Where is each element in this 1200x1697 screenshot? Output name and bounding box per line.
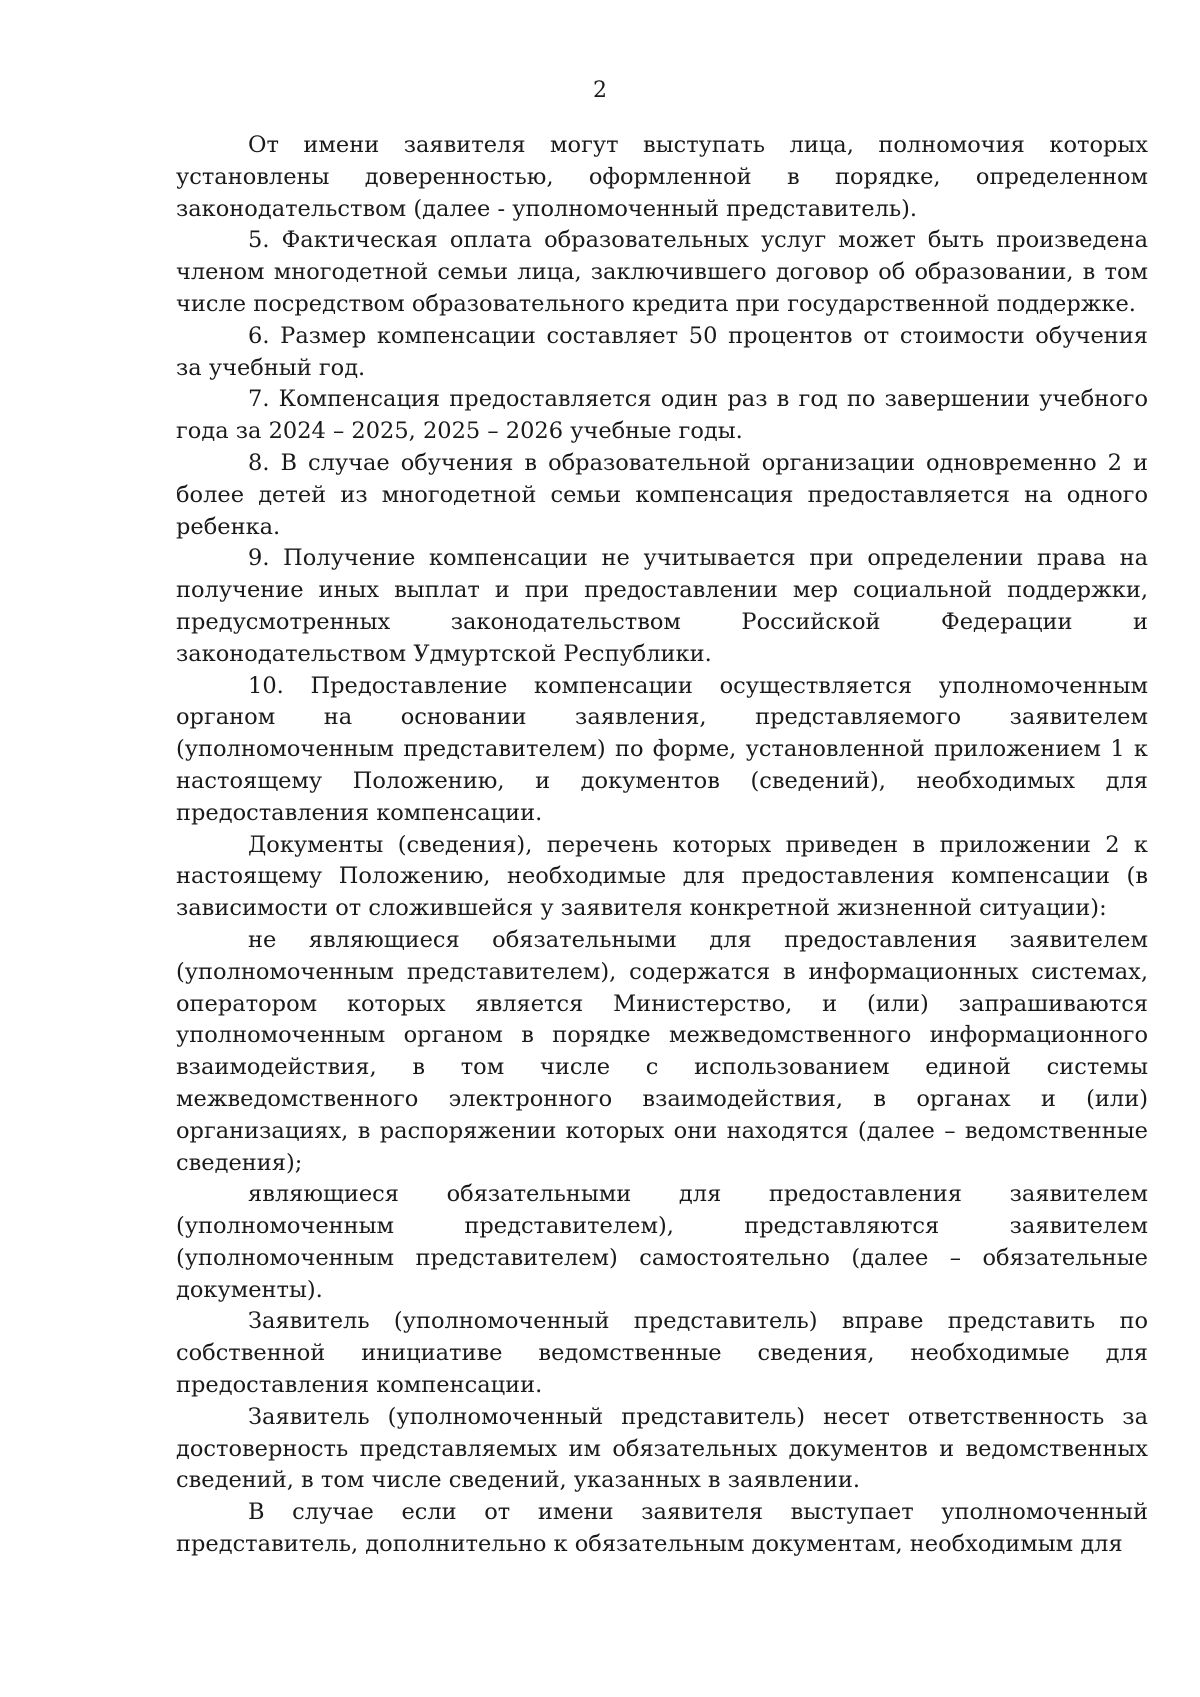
paragraph-mandatory-docs: являющиеся обязательными для предоставления заявителем (уполномоченным представителем), представляются заявителем (уполномоченным представителем) самостоятельно (далее – обязательные документы). [176,1181,1148,1303]
paragraph-representative: От имени заявителя могут выступать лица, полномочия которых установлены доверенностью, оформленной в порядке, определенном законодательством (далее - уполномоченный представитель). [176,132,1148,222]
paragraph-documents: Документы (сведения), перечень которых приведен в приложении 2 к настоящему Положению, необходимые для предоставления компенсации (в зависимости от сложившейся у заявителя конкретной жизненной ситуации): [176,831,1148,922]
paragraph-authorized-rep: В случае если от имени заявителя выступает уполномоченный представитель, дополнительно к обязательным документам, необходимым для [176,1499,1148,1558]
page-number: 2 [593,78,607,103]
paragraph-responsibility: Заявитель (уполномоченный представитель) несет ответственность за достоверность представляемых им обязательных документов и ведомственных сведений, в том числе сведений, указанных в заявлении. [176,1403,1148,1494]
paragraph-9-other-payments: 9. Получение компенсации не учитывается при определении права на получение иных выплат и при предоставлении мер социальной поддержки, предусмотренных законодательством Российской Федерации и законодательством Удмуртской Республики. [176,545,1148,667]
paragraph-departmental-info: не являющиеся обязательными для предоставления заявителем (уполномоченным представителем), содержатся в информационных системах, оператором которых является Министерство, и (или) запрашиваются уполномоченным органом в порядке межведомственного информационного взаимодействия, в том числе с использованием единой системы межведомственного электронного взаимодействия, в органах и (или) организациях, в распоряжении которых они находятся (далее – ведомственные сведения); [176,926,1148,1176]
paragraph-7-frequency: 7. Компенсация предоставляется один раз в год по завершении учебного года за 2024 – 2025, 2025 – 2026 учебные годы. [176,386,1148,445]
paragraph-10-application: 10. Предоставление компенсации осуществляется уполномоченным органом на основании заявления, представляемого заявителем (уполномоченным представителем) по форме, установленной приложением 1 к настоящему Положению, и документов (сведений), необходимых для предоставления компенсации. [176,672,1148,826]
paragraph-6-amount: 6. Размер компенсации составляет 50 процентов от стоимости обучения за учебный год. [176,322,1148,381]
paragraph-5-payment: 5. Фактическая оплата образовательных услуг может быть произведена членом многодетной семьи лица, заключившего договор об образовании, в том числе посредством образовательного кредита при государственной поддержке. [176,227,1148,317]
paragraph-own-initiative: Заявитель (уполномоченный представитель) вправе представить по собственной инициативе ведомственные сведения, необходимые для предоставления компенсации. [176,1308,1148,1399]
paragraph-8-multiple-children: 8. В случае обучения в образовательной организации одновременно 2 и более детей из многодетной семьи компенсация предоставляется на одного ребенка. [176,449,1148,540]
document-body [176,130,1148,1561]
